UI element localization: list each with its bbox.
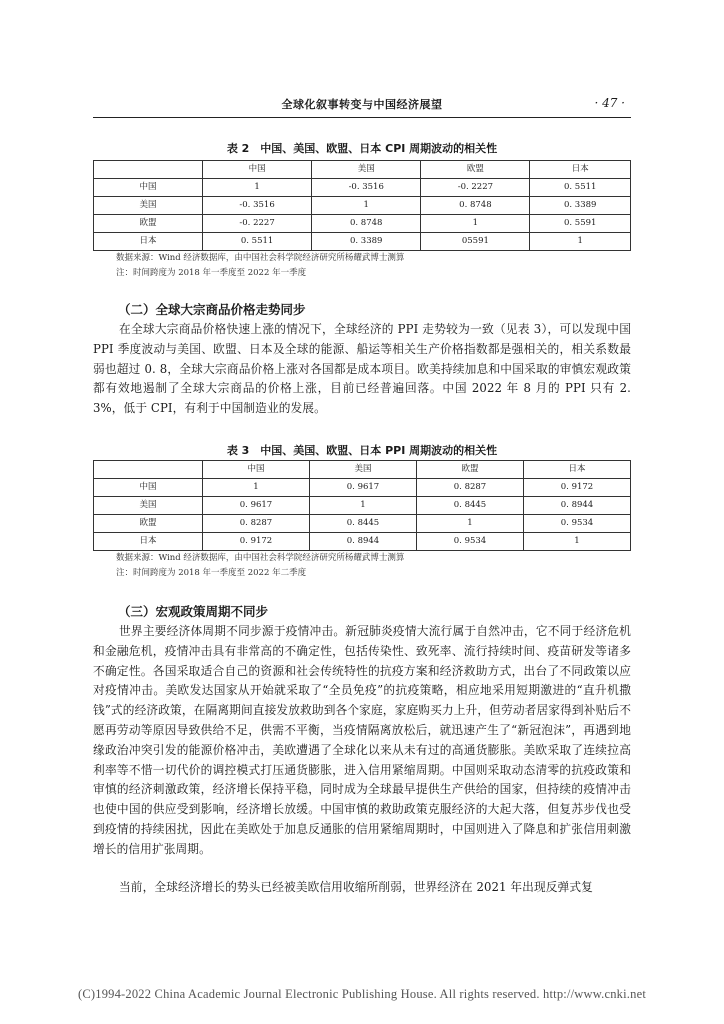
running-head: [93, 96, 631, 112]
table2-cell: 0. 3389: [530, 197, 631, 215]
table2-col-header: 美国: [312, 161, 421, 179]
section3-heading: （三）宏观政策周期不同步: [118, 604, 269, 619]
table2-caption: 表 2 中国、美国、欧盟、日本 CPI 周期波动的相关性: [226, 142, 498, 155]
table3-cell: 0. 9534: [524, 515, 631, 533]
table2-header-row: [94, 161, 631, 179]
table2-col-header: 日本: [530, 161, 631, 179]
table3-cell: 0. 9617: [310, 479, 417, 497]
table3-cell: 1: [310, 497, 417, 515]
table2-note: 注：时间跨度为 2018 年一季度至 2022 年一季度: [116, 268, 307, 278]
table3-source: 数据来源：Wind 经济数据库，由中国社会科学院经济研究所杨耀武博士测算: [116, 553, 405, 563]
table2-cell: 0. 5511: [530, 179, 631, 197]
table2-cell: 1: [312, 197, 421, 215]
table2-cell: -0. 2227: [203, 215, 312, 233]
running-title: 全球化叙事转变与中国经济展望: [281, 98, 443, 111]
table-row: [94, 479, 631, 497]
header-rule: [93, 117, 631, 118]
table-row: [94, 215, 631, 233]
section2-heading: （二）全球大宗商品价格走势同步: [118, 302, 306, 317]
table2-cell: -0. 2227: [421, 179, 530, 197]
table-row: [94, 515, 631, 533]
table2-cell: 0. 3389: [312, 233, 421, 251]
table3-cell: 0. 9172: [524, 479, 631, 497]
table2-cell: 0. 5591: [530, 215, 631, 233]
table3-cell: 0. 8287: [203, 515, 310, 533]
table2-cell: 0. 5511: [203, 233, 312, 251]
table2-source: 数据来源：Wind 经济数据库，由中国社会科学院经济研究所杨耀武博士测算: [116, 253, 405, 263]
section3-paragraph-2: 当前，全球经济增长的势头已经被美欧信用收缩所削弱，世界经济在 2021 年出现反弹式复: [119, 880, 593, 894]
table2-row-label: 欧盟: [94, 215, 203, 233]
table3-cell: 0. 8445: [417, 497, 524, 515]
section3-paragraph-1: 世界主要经济体周期不同步源于疫情冲击。新冠肺炎疫情大流行属于自然冲击，它不同于经济危机和金融危机，疫情冲击具有非常高的不确定性，包括传染性、致死率、流行持续时间、疫苗研发等诸多不确定性。各国采取适合自己的资源和社会传统特性的抗疫方案和经济救助方式，出台了不同政策以应对疫情冲击。美欧发达国家从开始就采取了“全员免疫”的抗疫策略，相应地采用短期激进的“直升机撒钱”式的经济政策，在隔离期间直接发放救助到各个家庭，家庭购买力上升，但劳动者居家得到补贴后不愿再劳动等原因导致供给不足，供需不平衡，当疫情隔离放松后，就迅速产生了“新冠泡沫”，再遇到地缘政治冲突引发的能源价格冲击，美欧遭遇了全球化以来从未有过的高通货膨胀。美欧采取了连续拉高利率等不惜一切代价的调控模式打压通货膨胀，进入信用紧缩周期。中国则采取动态清零的抗疫政策和审慎的经济刺激政策，经济增长保持平稳，同时成为全球最早提供生产供给的国家，但持续的疫情冲击也使中国的供应受到影响，经济增长放缓。中国审慎的救助政策克服经济的大起大落，但复苏步伐也受到疫情的持续困扰，因此在美欧处于加息反通胀的信用紧缩周期时，中国则进入了降息和扩张信用刺激增长的信用扩张周期。: [93, 624, 631, 856]
table3-cell: 0. 8287: [417, 479, 524, 497]
table3-row-label: 日本: [94, 533, 203, 551]
table2-row-label: 美国: [94, 197, 203, 215]
table2-corner-cell: [94, 161, 203, 179]
table-row: [94, 533, 631, 551]
table3-cell: 1: [417, 515, 524, 533]
table2-cell: 1: [421, 215, 530, 233]
table2-cpi-correlation: [93, 160, 631, 251]
table2-col-header: 中国: [203, 161, 312, 179]
table3-cell: 1: [524, 533, 631, 551]
table2-cell: 0. 8748: [312, 215, 421, 233]
page-number: · 47 ·: [594, 96, 625, 110]
table3-cell: 0. 8445: [310, 515, 417, 533]
table2-cell: 1: [203, 179, 312, 197]
table3-cell: 0. 8944: [524, 497, 631, 515]
table2-cell: -0. 3516: [203, 197, 312, 215]
table3-corner-cell: [94, 461, 203, 479]
table3-caption: 表 3 中国、美国、欧盟、日本 PPI 周期波动的相关性: [226, 444, 498, 457]
table2-row-label: 中国: [94, 179, 203, 197]
table3-col-header: 美国: [310, 461, 417, 479]
table3-col-header: 中国: [203, 461, 310, 479]
table3-cell: 0. 9617: [203, 497, 310, 515]
copyright-footer: (C)1994-2022 China Academic Journal Electronic Publishing House. All rights reserved. http://www.cnki.net: [77, 987, 646, 1001]
table2-col-header: 欧盟: [421, 161, 530, 179]
table3-note: 注：时间跨度为 2018 年一季度至 2022 年二季度: [116, 568, 307, 578]
table-row: [94, 197, 631, 215]
table3-col-header: 日本: [524, 461, 631, 479]
table2-row-label: 日本: [94, 233, 203, 251]
table3-cell: 0. 8944: [310, 533, 417, 551]
section2-paragraph: 在全球大宗商品价格快速上涨的情况下，全球经济的 PPI 走势较为一致（见表 3），可以发现中国 PPI 季度波动与美国、欧盟、日本及全球的能源、船运等相关生产价格指数都是强相关的，相关系数最弱也超过 0. 8，全球大宗商品价格上涨对各国都是成本项目。欧美持续加息和中国采取的审慎宏观政策都有效地遏制了全球大宗商品的价格上涨，目前已经普遍回落。中国 2022 年 8 月的 PPI 只有 2. 3%，低于 CPI，有利于中国制造业的发展。: [93, 322, 631, 416]
table3-ppi-correlation: [93, 460, 631, 551]
table3-cell: 1: [203, 479, 310, 497]
table3-col-header: 欧盟: [417, 461, 524, 479]
table-row: [94, 179, 631, 197]
table2-cell: 0. 8748: [421, 197, 530, 215]
table2-cell: 1: [530, 233, 631, 251]
table-row: [94, 233, 631, 251]
table3-row-label: 美国: [94, 497, 203, 515]
table-row: [94, 497, 631, 515]
table3-row-label: 欧盟: [94, 515, 203, 533]
table2-cell: -0. 3516: [312, 179, 421, 197]
table3-cell: 0. 9534: [417, 533, 524, 551]
table3-header-row: [94, 461, 631, 479]
table3-row-label: 中国: [94, 479, 203, 497]
table3-cell: 0. 9172: [203, 533, 310, 551]
table2-cell: 05591: [421, 233, 530, 251]
